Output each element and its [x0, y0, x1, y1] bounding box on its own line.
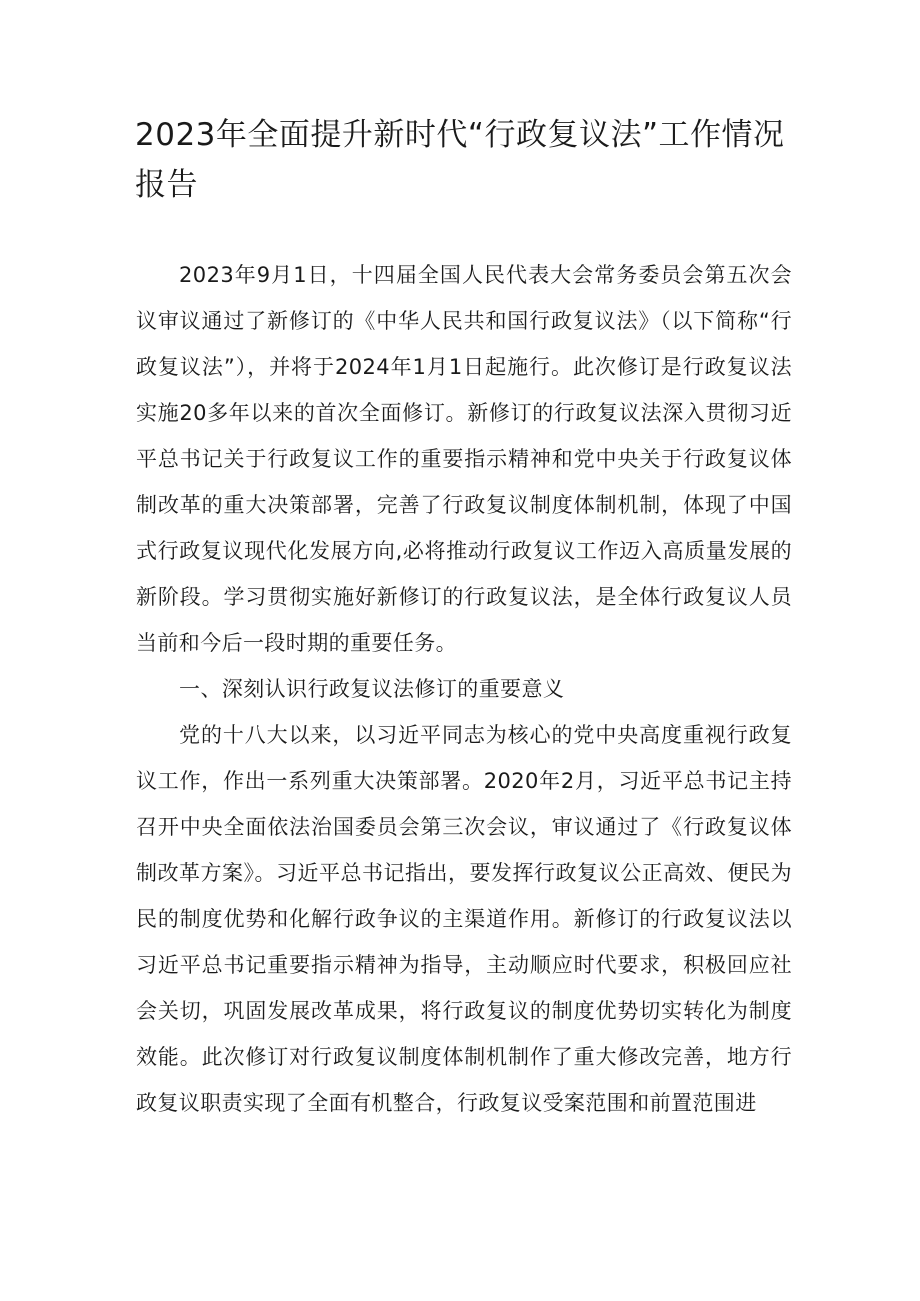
paragraph-intro: 2023年9月1日，十四届全国人民代表大会常务委员会第五次会议审议通过了新修订的《中华人民共和国行政复议法》（以下简称“行政复议法”），并将于2024年1月1日起施行。此次修订是行政复议法实施20多年以来的首次全面修订。新修订的行政复议法深入贯彻习近平总书记关于行政复议工作的重要指示精神和党中央关于行政复议体制改革的重大决策部署，完善了行政复议制度体制机制，体现了中国式行政复议现代化发展方向,必将推动行政复议工作迈入高质量发展的新阶段。学习贯彻实施好新修订的行政复议法，是全体行政复议人员当前和今后一段时期的重要任务。 [136, 263, 792, 655]
document-body [136, 252, 792, 1126]
document-title: 2023年全面提升新时代“行政复议法”工作情况报告 [135, 117, 785, 203]
paragraph-section-1: 党的十八大以来，以习近平同志为核心的党中央高度重视行政复议工作，作出一系列重大决策部署。2020年2月，习近平总书记主持召开中央全面依法治国委员会第三次会议，审议通过了《行政复议体制改革方案》。习近平总书记指出，要发挥行政复议公正高效、便民为民的制度优势和化解行政争议的主渠道作用。新修订的行政复议法以习近平总书记重要指示精神为指导，主动顺应时代要求，积极回应社会关切，巩固发展改革成果，将行政复议的制度优势切实转化为制度效能。此次修订对行政复议制度体制机制作了重大修改完善，地方行政复议职责实现了全面有机整合，行政复议受案范围和前置范围进 [136, 723, 792, 1115]
section-heading-1: 一、深刻认识行政复议法修订的重要意义 [179, 677, 565, 701]
